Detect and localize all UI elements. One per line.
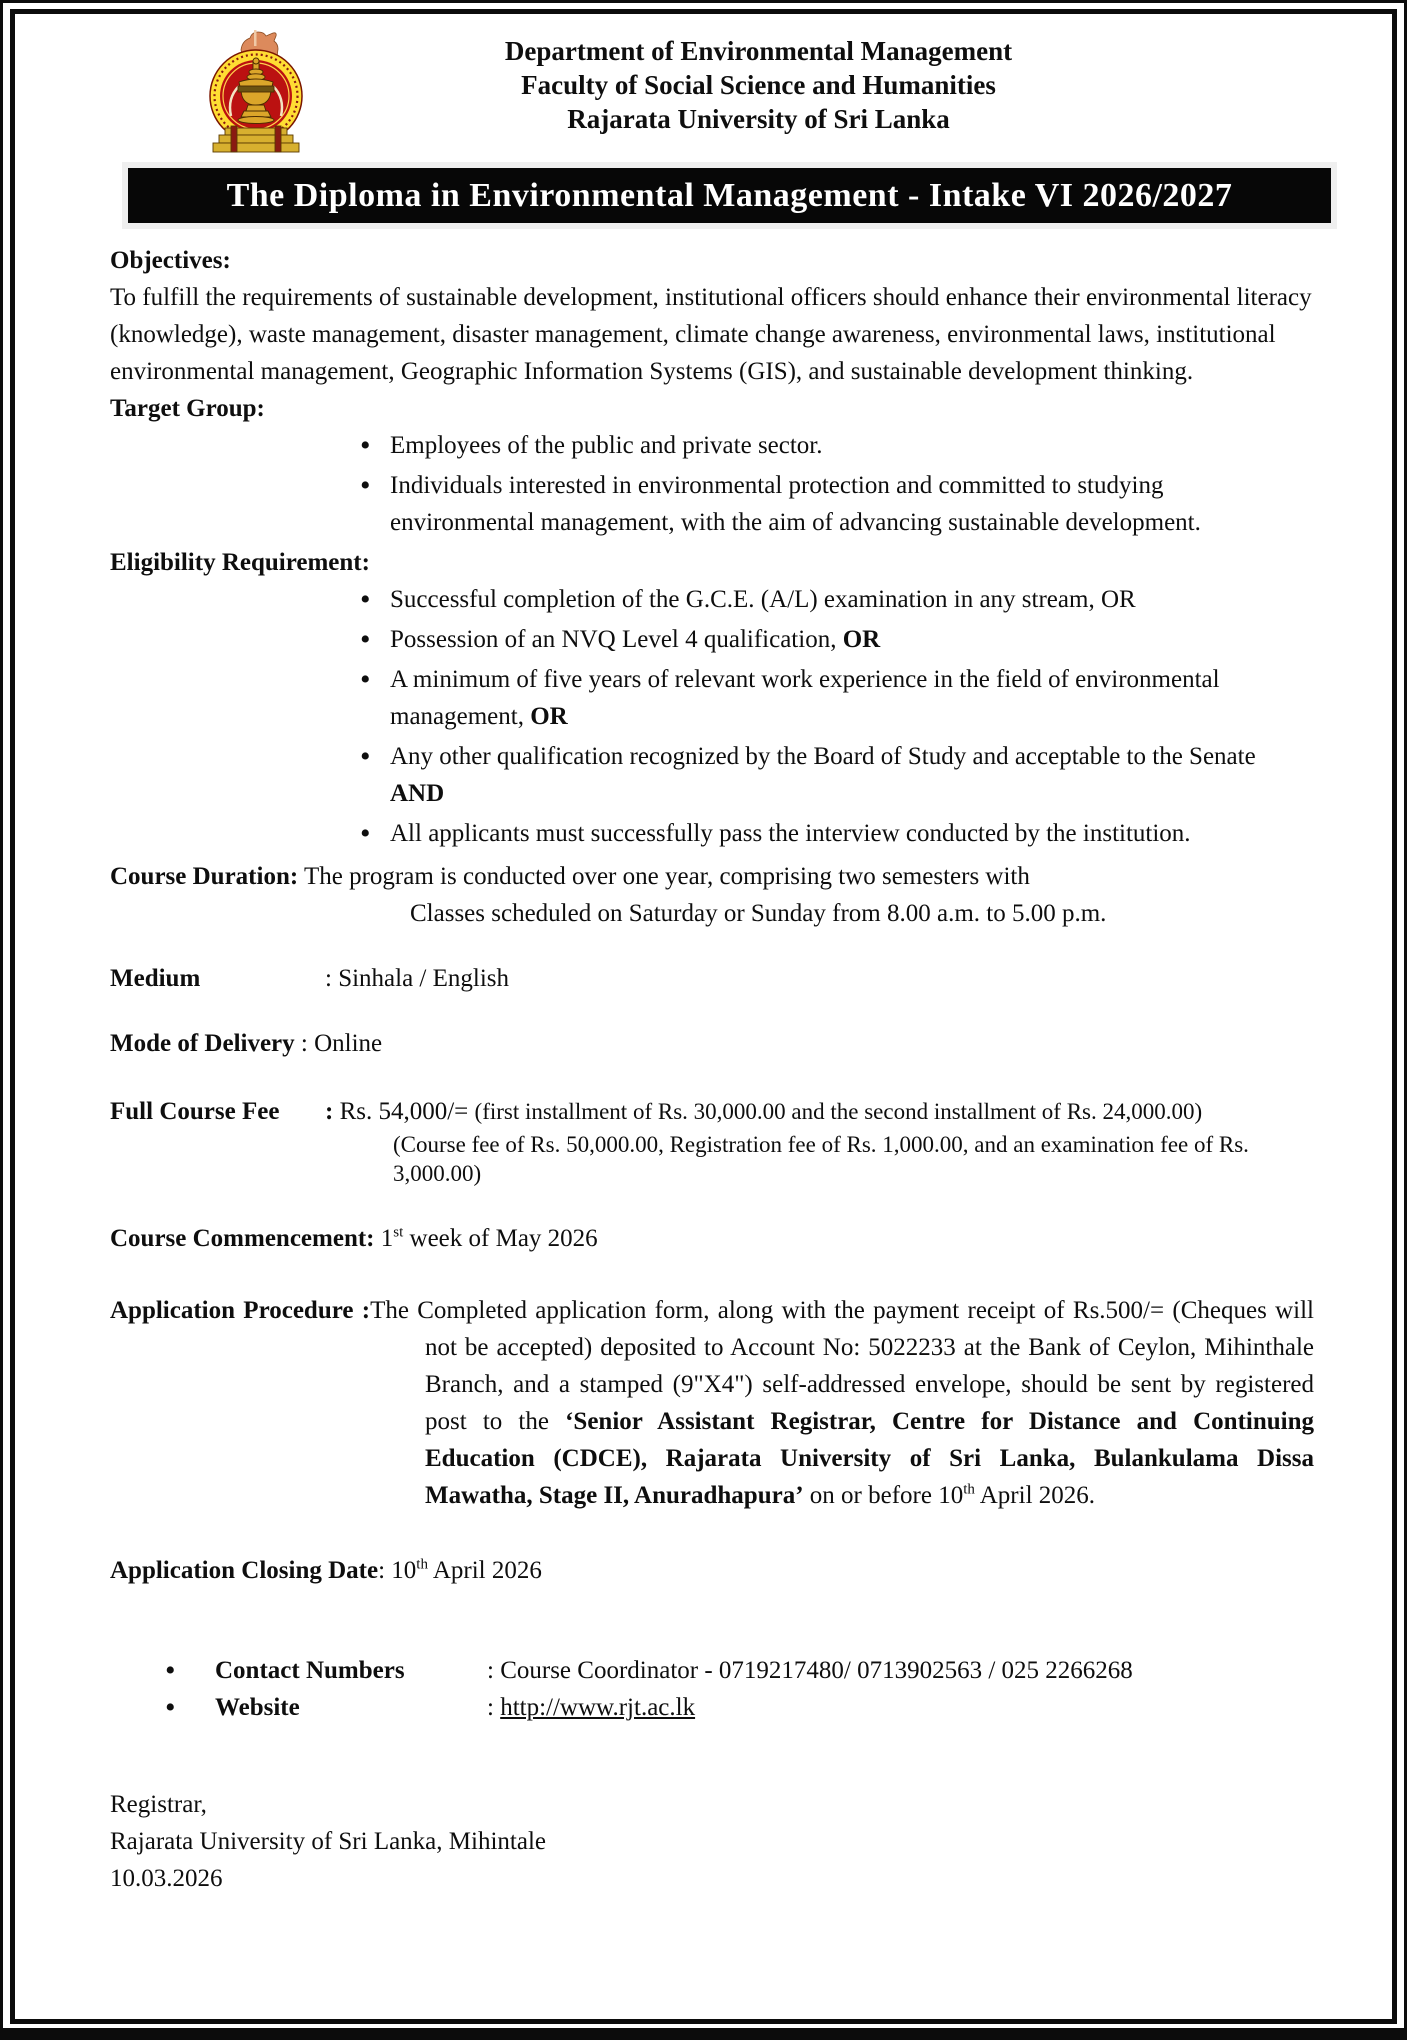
eligibility-heading: Eligibility Requirement:	[110, 549, 370, 576]
list-item: • Any other qualification recognized by the Board of Study and acceptable to the Senate AND	[110, 738, 1314, 812]
title-banner	[128, 168, 1331, 223]
mode-value: : Online	[300, 1030, 383, 1057]
eligibility-list	[110, 581, 1314, 852]
contact-numbers-label: Contact Numbers	[215, 1657, 405, 1684]
university-name: Rajarata University of Sri Lanka	[567, 104, 950, 134]
signature-block	[110, 1786, 1314, 1897]
objectives-paragraph: To fulfill the requirements of sustainable development, institutional officers should enhance their environmental literacy (knowledge), waste management, disaster management, climate change awareness, environmental laws, institutional environmental management, Geographic Information Systems (GIS), and sustainable development thinking.	[110, 284, 1312, 385]
ordinal-superscript: st	[393, 1224, 404, 1241]
mode-of-delivery-row	[110, 1025, 1314, 1062]
signatory-institution: Rajarata University of Sri Lanka, Mihintale	[110, 1828, 546, 1855]
title-banner-strip	[122, 162, 1337, 229]
fee-amount: Rs. 54,000/=	[333, 1098, 475, 1125]
mode-label: Mode of Delivery	[110, 1030, 295, 1057]
fee-label: Full Course Fee	[110, 1098, 280, 1125]
ordinal-superscript: th	[963, 1481, 975, 1498]
medium-label: Medium	[110, 965, 201, 992]
ordinal-superscript: th	[416, 1556, 428, 1573]
list-item: • Successful completion of the G.C.E. (A/L) examination in any stream, OR	[110, 581, 1314, 618]
signatory-title: Registrar,	[110, 1791, 207, 1818]
course-title: The Diploma in Environmental Management - Intake VI 2026/2027	[226, 177, 1233, 214]
application-procedure-text: The Completed application form, along with the payment receipt of Rs.500/= (Cheques will not be accepted) deposited to Account No: 5022233 at the Bank of Ceylon, Mihinthale Branch, and a stamped (9"X4") self-addressed envelope, should be sent by registered post to the	[370, 1297, 1314, 1435]
website-label: Website	[215, 1694, 300, 1721]
university-crest-logo	[205, 24, 307, 157]
course-fee	[110, 1093, 1314, 1188]
list-item: • Employees of the public and private sector.	[110, 427, 1314, 464]
course-duration-line2: Classes scheduled on Saturday or Sunday from 8.00 a.m. to 5.00 p.m.	[410, 900, 1107, 927]
page-border-frame	[10, 9, 1397, 2024]
target-group-heading: Target Group:	[110, 395, 265, 422]
contact-numbers-value: : Course Coordinator - 0719217480/ 0713902563 / 025 2266268	[487, 1657, 1133, 1684]
document-header	[15, 14, 1392, 160]
list-item: • Individuals interested in environmental protection and committed to studying environmental management, with the aim of advancing sustainable development.	[110, 467, 1314, 541]
signature-date: 10.03.2026	[110, 1865, 223, 1892]
course-duration-label: Course Duration:	[110, 863, 299, 890]
contact-list	[110, 1652, 1314, 1726]
document-body	[15, 229, 1392, 1897]
fee-line1: Full Course Fee : Rs. 54,000/= (first installment of Rs. 30,000.00 and the second installment of Rs. 24,000.00)	[110, 1093, 1314, 1130]
course-duration-line1: Course Duration: The program is conducted over one year, comprising two semesters with	[110, 863, 1030, 890]
commencement-label: Course Commencement:	[110, 1225, 375, 1252]
list-item: • A minimum of five years of relevant work experience in the field of environmental management, OR	[110, 661, 1314, 735]
fee-note-installments: (first installment of Rs. 30,000.00 and the second installment of Rs. 24,000.00)	[474, 1099, 1203, 1124]
application-procedure: Application Procedure :The Completed application form, along with the payment receipt of Rs.500/= (Cheques will not be accepted) deposited to Account No: 5022233 at the Bank of Ceylon, Mihinthale Branch, and a stamped (9"X4") self-addressed envelope, should be sent by registered post to the ‘Senior Assistant Registrar, Centre for Distance and Continuing Education (CDCE), Rajarata University of Sri Lanka, Bulankulama Dissa Mawatha, Stage II, Anuradhapura’ on or before 10th April 2026.	[110, 1297, 1314, 1509]
institution-heading	[125, 14, 1392, 136]
medium-value: : Sinhala / English	[325, 965, 510, 992]
fee-note-breakdown: (Course fee of Rs. 50,000.00, Registration fee of Rs. 1,000.00, and an examination fee of Rs. 3,000.00)	[393, 1132, 1249, 1186]
medium-row	[110, 960, 1314, 997]
closing-date-label: Application Closing Date	[110, 1557, 379, 1584]
application-procedure-label: Application Procedure :	[110, 1297, 371, 1324]
objectives-heading: Objectives:	[110, 247, 231, 274]
course-commencement: Course Commencement: 1st week of May 2026	[110, 1224, 598, 1252]
target-group-list	[110, 427, 1314, 541]
faculty-name: Faculty of Social Science and Humanities	[521, 70, 996, 100]
list-item: • Possession of an NVQ Level 4 qualification, OR	[110, 621, 1314, 658]
application-closing-date: Application Closing Date: 10th April 2026	[110, 1556, 542, 1584]
contact-numbers-row	[110, 1652, 1314, 1689]
website-row: • Website : http://www.rjt.ac.lk	[110, 1689, 1314, 1726]
list-item: • All applicants must successfully pass the interview conducted by the institution.	[110, 815, 1314, 852]
postal-address-bold: ‘Senior Assistant Registrar, Centre for Distance and Continuing Education (CDCE), Rajarata University of Sri Lanka, Bulankulama Dissa Mawatha, Stage II, Anuradhapura’	[425, 1408, 1314, 1509]
crest-pedestal	[213, 126, 299, 152]
department-name: Department of Environmental Management	[504, 36, 1013, 66]
website-link[interactable]: http://www.rjt.ac.lk	[500, 1694, 696, 1721]
course-duration	[110, 858, 1314, 932]
